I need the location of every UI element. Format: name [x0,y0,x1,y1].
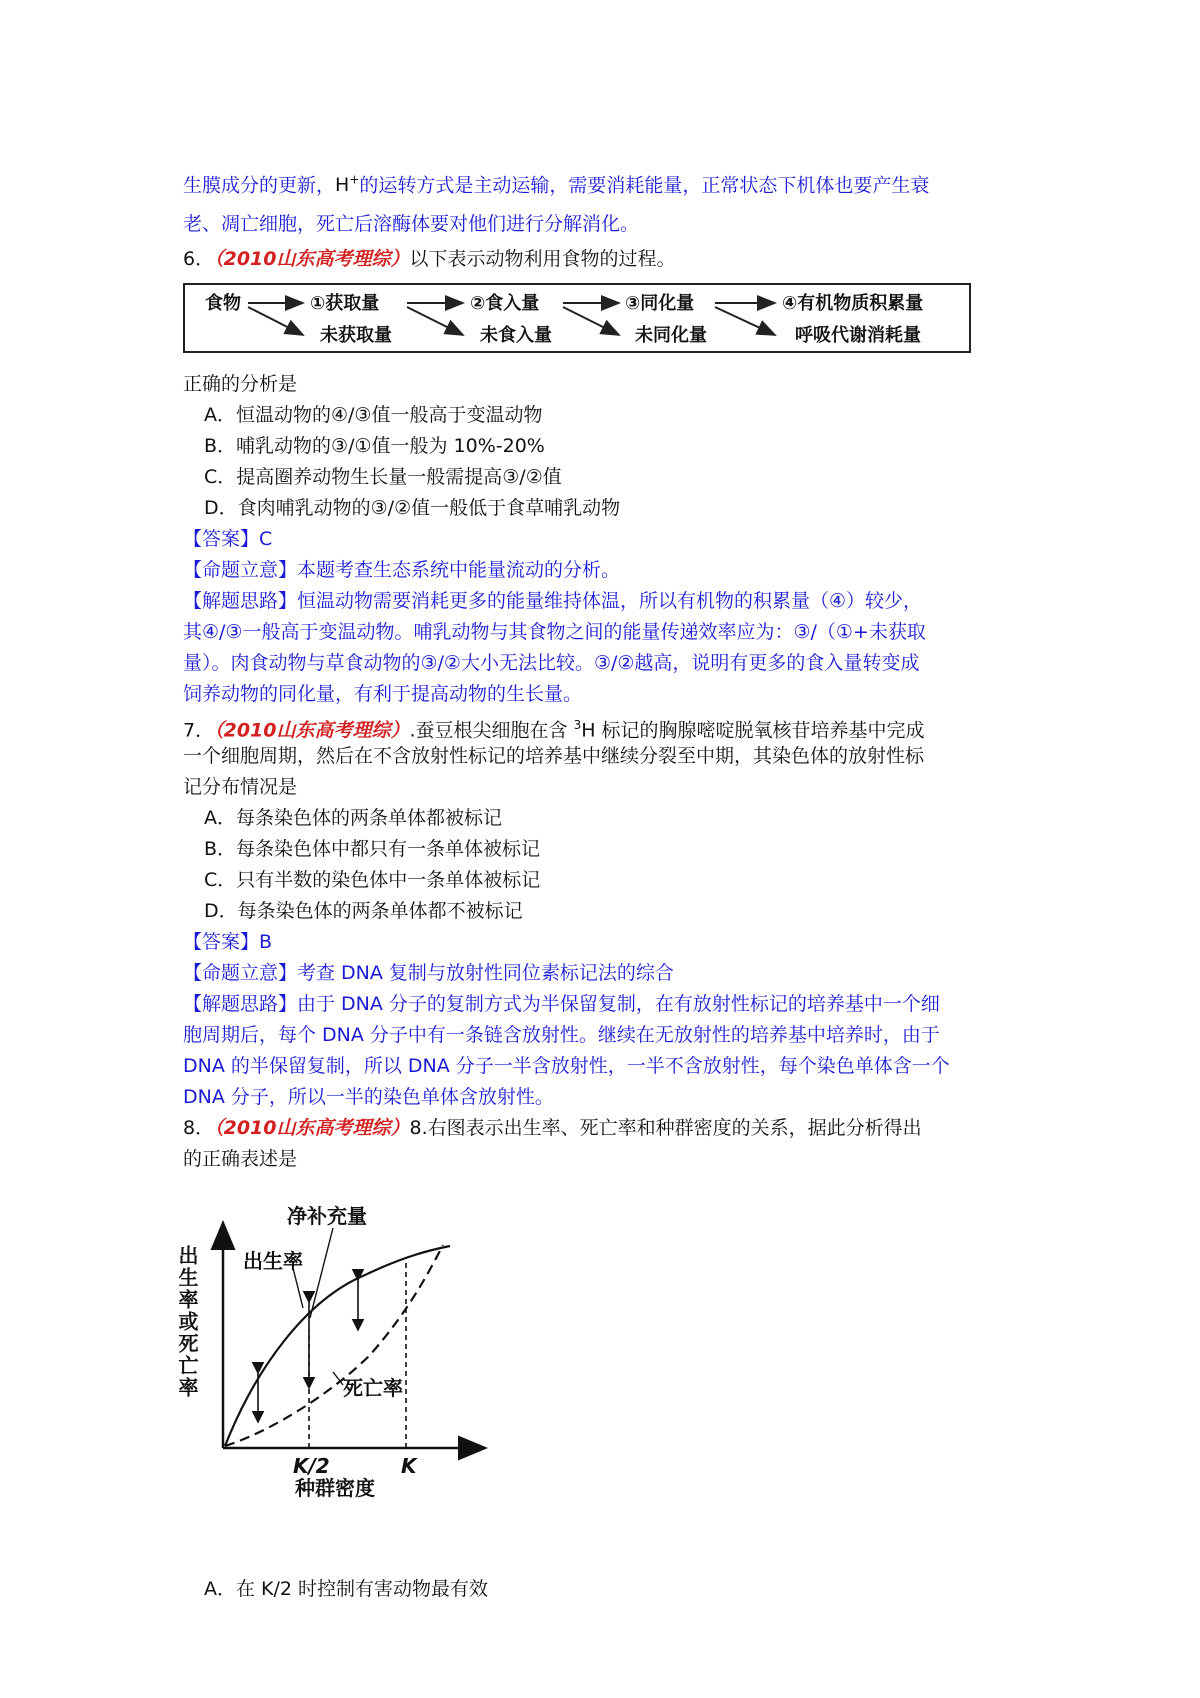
graph-death-label: 死亡率 [343,1376,403,1400]
intro-line-1 [183,166,929,199]
q6-analysis-4: 饲养动物的同化量，有利于提高动物的生长量。 [183,683,583,705]
q7-isotope-mass: 3 [573,718,582,732]
q6-intent: 【命题立意】本题考查生态系统中能量流动的分析。 [183,559,621,581]
graph-k-half: K/2 [293,1454,330,1478]
arrow-1-bottom [407,307,463,335]
flow-top-3: ③同化量 [625,293,695,314]
q7-option-c: C．只有半数的染色体中一条单体被标记 [204,869,541,891]
flow-food: 食物 [205,293,241,314]
net-pointer [310,1228,333,1318]
q7-analysis-1: 【解题思路】由于 DNA 分子的复制方式为半保留复制，在有放射性标记的培养基中一个细 [183,993,940,1015]
q8-option-a: A．在 K/2 时控制有害动物最有效 [204,1578,489,1600]
intro-text-a: 生膜成分的更新， [183,174,336,197]
birth-pointer [293,1268,303,1308]
graph-k: K [401,1454,417,1478]
flow-top-1: ①获取量 [310,293,380,314]
flow-bottom-2: 未食入量 [480,325,552,346]
q7-intent: 【命题立意】考查 DNA 复制与放射性同位素标记法的综合 [183,962,674,984]
q6-option-c: C．提高圈养动物生长量一般需提高③/②值 [204,466,562,488]
graph-x-label: 种群密度 [295,1476,375,1500]
graph-svg [185,1190,495,1490]
flow-bottom-1: 未获取量 [320,325,392,346]
q8-source: （2010山东高考理综） [214,1117,410,1139]
arrow-food-bottom [248,307,303,335]
graph-y-label: 出生率或死亡率 [175,1245,199,1399]
q7-number: 7． [183,719,215,742]
q6-answer: 【答案】C [183,528,273,550]
graph-birth-label: 出生率 [243,1249,303,1273]
flow-bottom-4: 呼吸代谢消耗量 [795,325,921,346]
q7-stem [183,711,925,744]
q8-stem [183,1114,922,1142]
q6-option-b: B．哺乳动物的③/①值一般为 10%-20% [204,435,545,457]
q7-source: （2010山东高考理综） [214,719,410,742]
q8-number: 8． [183,1117,215,1139]
ion-charge: + [349,173,360,187]
intro-text-b: 的运转方式是主动运输，需要消耗能量，正常状态下机体也要产生衰 [359,174,930,197]
q6-analysis-2: 其④/③一般高于变温动物。哺乳动物与其食物之间的能量传递效率应为：③/（①+未获取 [183,621,926,643]
q6-analysis-1: 【解题思路】恒温动物需要消耗更多的能量维持体温，所以有机物的积累量（④）较少， [183,590,923,612]
q7-option-a: A．每条染色体的两条单体都被标记 [204,807,502,829]
q6-question: 正确的分析是 [183,373,298,395]
flow-bottom-3: 未同化量 [635,325,707,346]
q7-stem-a: .蚕豆根尖细胞在含 [409,719,574,742]
q7-option-d: D．每条染色体的两条单体都不被标记 [204,900,523,922]
q7-stem-b: H 标记的胸腺嘧啶脱氧核苷培养基中完成 [581,719,925,742]
q6-stem [183,245,676,273]
q7-analysis-2: 胞周期后，每个 DNA 分子中有一条链含放射性。继续在无放射性的培养基中培养时，由于 [183,1024,940,1046]
arrow-3-bottom [715,307,775,335]
q6-option-a: A．恒温动物的④/③值一般高于变温动物 [204,404,543,426]
arrow-2-bottom [563,307,619,335]
q6-stem-text: 以下表示动物利用食物的过程。 [409,248,676,270]
graph-net-label: 净补充量 [287,1204,367,1228]
ion-letter: H [335,174,350,197]
q6-number: 6． [183,248,215,270]
flow-top-2: ②食入量 [470,293,540,314]
q7-analysis-4: DNA 分子，所以一半的染色单体含放射性。 [183,1086,554,1108]
q6-option-d: D．食肉哺乳动物的③/②值一般低于食草哺乳动物 [204,497,621,519]
q7-option-b: B．每条染色体中都只有一条单体被标记 [204,838,541,860]
q7-stem-3: 记分布情况是 [183,776,298,798]
ion-symbol [335,174,359,196]
intro-line-2: 老、凋亡细胞，死亡后溶酶体要对他们进行分解消化。 [183,213,640,235]
flow-top-4: ④有机物质积累量 [782,293,924,314]
q7-analysis-3: DNA 的半保留复制，所以 DNA 分子一半含放射性，一半不含放射性，每个染色单体含一个 [183,1055,950,1077]
q8-stem-2: 的正确表述是 [183,1148,298,1170]
q7-answer: 【答案】B [183,931,273,953]
q6-source: （2010山东高考理综） [214,248,410,270]
q7-stem-2: 一个细胞周期，然后在不含放射性标记的培养基中继续分裂至中期，其染色体的放射性标 [183,745,925,767]
q6-analysis-3: 量）。肉食动物与草食动物的③/②大小无法比较。③/②越高，说明有更多的食入量转变成 [183,652,920,674]
population-density-graph [175,1190,495,1500]
food-flow-diagram [183,283,971,353]
q8-stem-text: 8.右图表示出生率、死亡率和种群密度的关系，据此分析得出 [409,1117,922,1139]
